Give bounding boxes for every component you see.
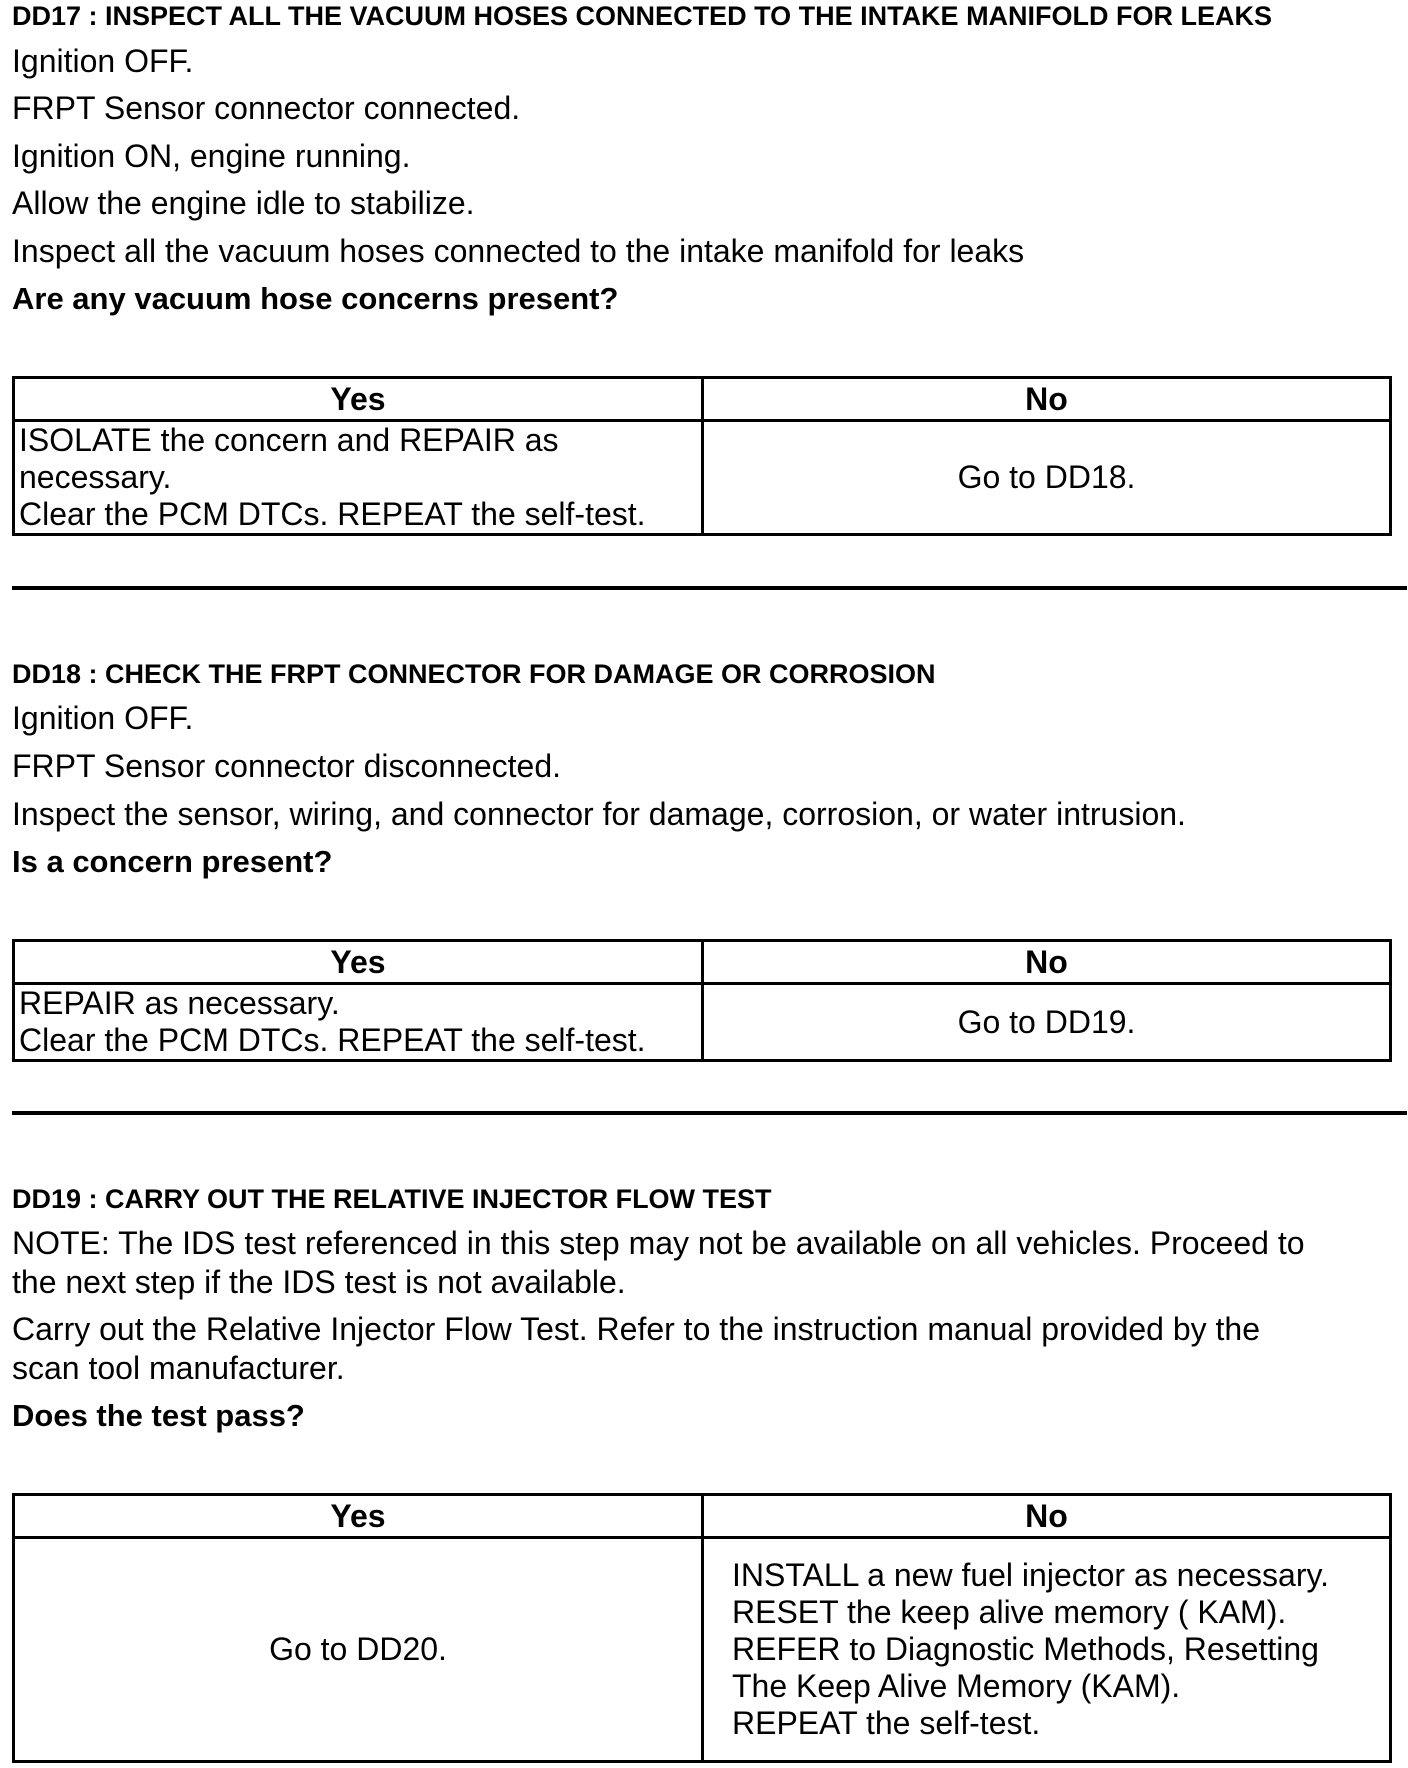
step-title: DD17 : INSPECT ALL THE VACUUM HOSES CONNECTED TO THE INTAKE MANIFOLD FOR LEAKS (12, 1, 1273, 31)
yes-cell-line: Clear the PCM DTCs. REPEAT the self-test. (19, 1022, 646, 1058)
no-cell-line: RESET the keep alive memory ( KAM). (732, 1594, 1287, 1630)
no-cell (703, 421, 1391, 535)
yes-cell (14, 1538, 703, 1762)
no-cell-line: REFER to Diagnostic Methods, Resetting (732, 1631, 1319, 1667)
yes-header: Yes (14, 941, 703, 984)
no-cell (703, 984, 1391, 1061)
yes-cell-line: necessary. (19, 459, 172, 495)
instruction-line: FRPT Sensor connector disconnected. (12, 748, 562, 784)
yes-header: Yes (14, 378, 703, 421)
instruction-line: Ignition OFF. (12, 700, 194, 736)
no-cell-line: INSTALL a new fuel injector as necessary. (732, 1557, 1330, 1593)
step-question: Does the test pass? (12, 1398, 305, 1433)
section-divider (12, 586, 1407, 590)
yes-no-table (12, 1493, 1392, 1763)
instruction-line: Inspect the sensor, wiring, and connector for damage, corrosion, or water intrusion. (12, 796, 1186, 832)
instruction-line: the next step if the IDS test is not available. (12, 1264, 626, 1300)
no-header: No (703, 941, 1391, 984)
instruction-line: Carry out the Relative Injector Flow Test. Refer to the instruction manual provided by the (12, 1311, 1261, 1347)
section-divider (12, 1111, 1407, 1115)
instruction-line: scan tool manufacturer. (12, 1350, 345, 1386)
no-cell-line: Go to DD18. (957, 459, 1136, 495)
no-cell-line: Go to DD19. (957, 1003, 1136, 1040)
no-header: No (703, 1495, 1391, 1538)
yes-no-table (12, 939, 1392, 1062)
instruction-line: NOTE: The IDS test referenced in this step may not be available on all vehicles. Proceed to (12, 1225, 1305, 1261)
step-question: Are any vacuum hose concerns present? (12, 281, 619, 316)
instruction-line: Inspect all the vacuum hoses connected to the intake manifold for leaks (12, 233, 1025, 269)
yes-cell-line: Go to DD20. (269, 1631, 447, 1667)
yes-header: Yes (14, 1495, 703, 1538)
no-cell-line: REPEAT the self-test. (732, 1705, 1041, 1741)
instruction-line: FRPT Sensor connector connected. (12, 90, 521, 126)
instruction-line: Ignition ON, engine running. (12, 138, 411, 174)
step-title: DD19 : CARRY OUT THE RELATIVE INJECTOR FLOW TEST (12, 1184, 772, 1214)
yes-no-table (12, 376, 1392, 536)
no-cell-line: The Keep Alive Memory (KAM). (732, 1668, 1181, 1704)
yes-cell (14, 984, 703, 1061)
step-question: Is a concern present? (12, 844, 333, 879)
no-header: No (703, 378, 1391, 421)
yes-cell-line: ISOLATE the concern and REPAIR as (19, 422, 559, 458)
yes-cell-line: REPAIR as necessary. (19, 985, 340, 1021)
no-cell (703, 1538, 1391, 1762)
step-title: DD18 : CHECK THE FRPT CONNECTOR FOR DAMAGE OR CORROSION (12, 659, 936, 689)
yes-cell (14, 421, 703, 535)
yes-cell-line: Clear the PCM DTCs. REPEAT the self-test. (19, 496, 646, 532)
instruction-line: Ignition OFF. (12, 43, 194, 79)
instruction-line: Allow the engine idle to stabilize. (12, 185, 475, 221)
